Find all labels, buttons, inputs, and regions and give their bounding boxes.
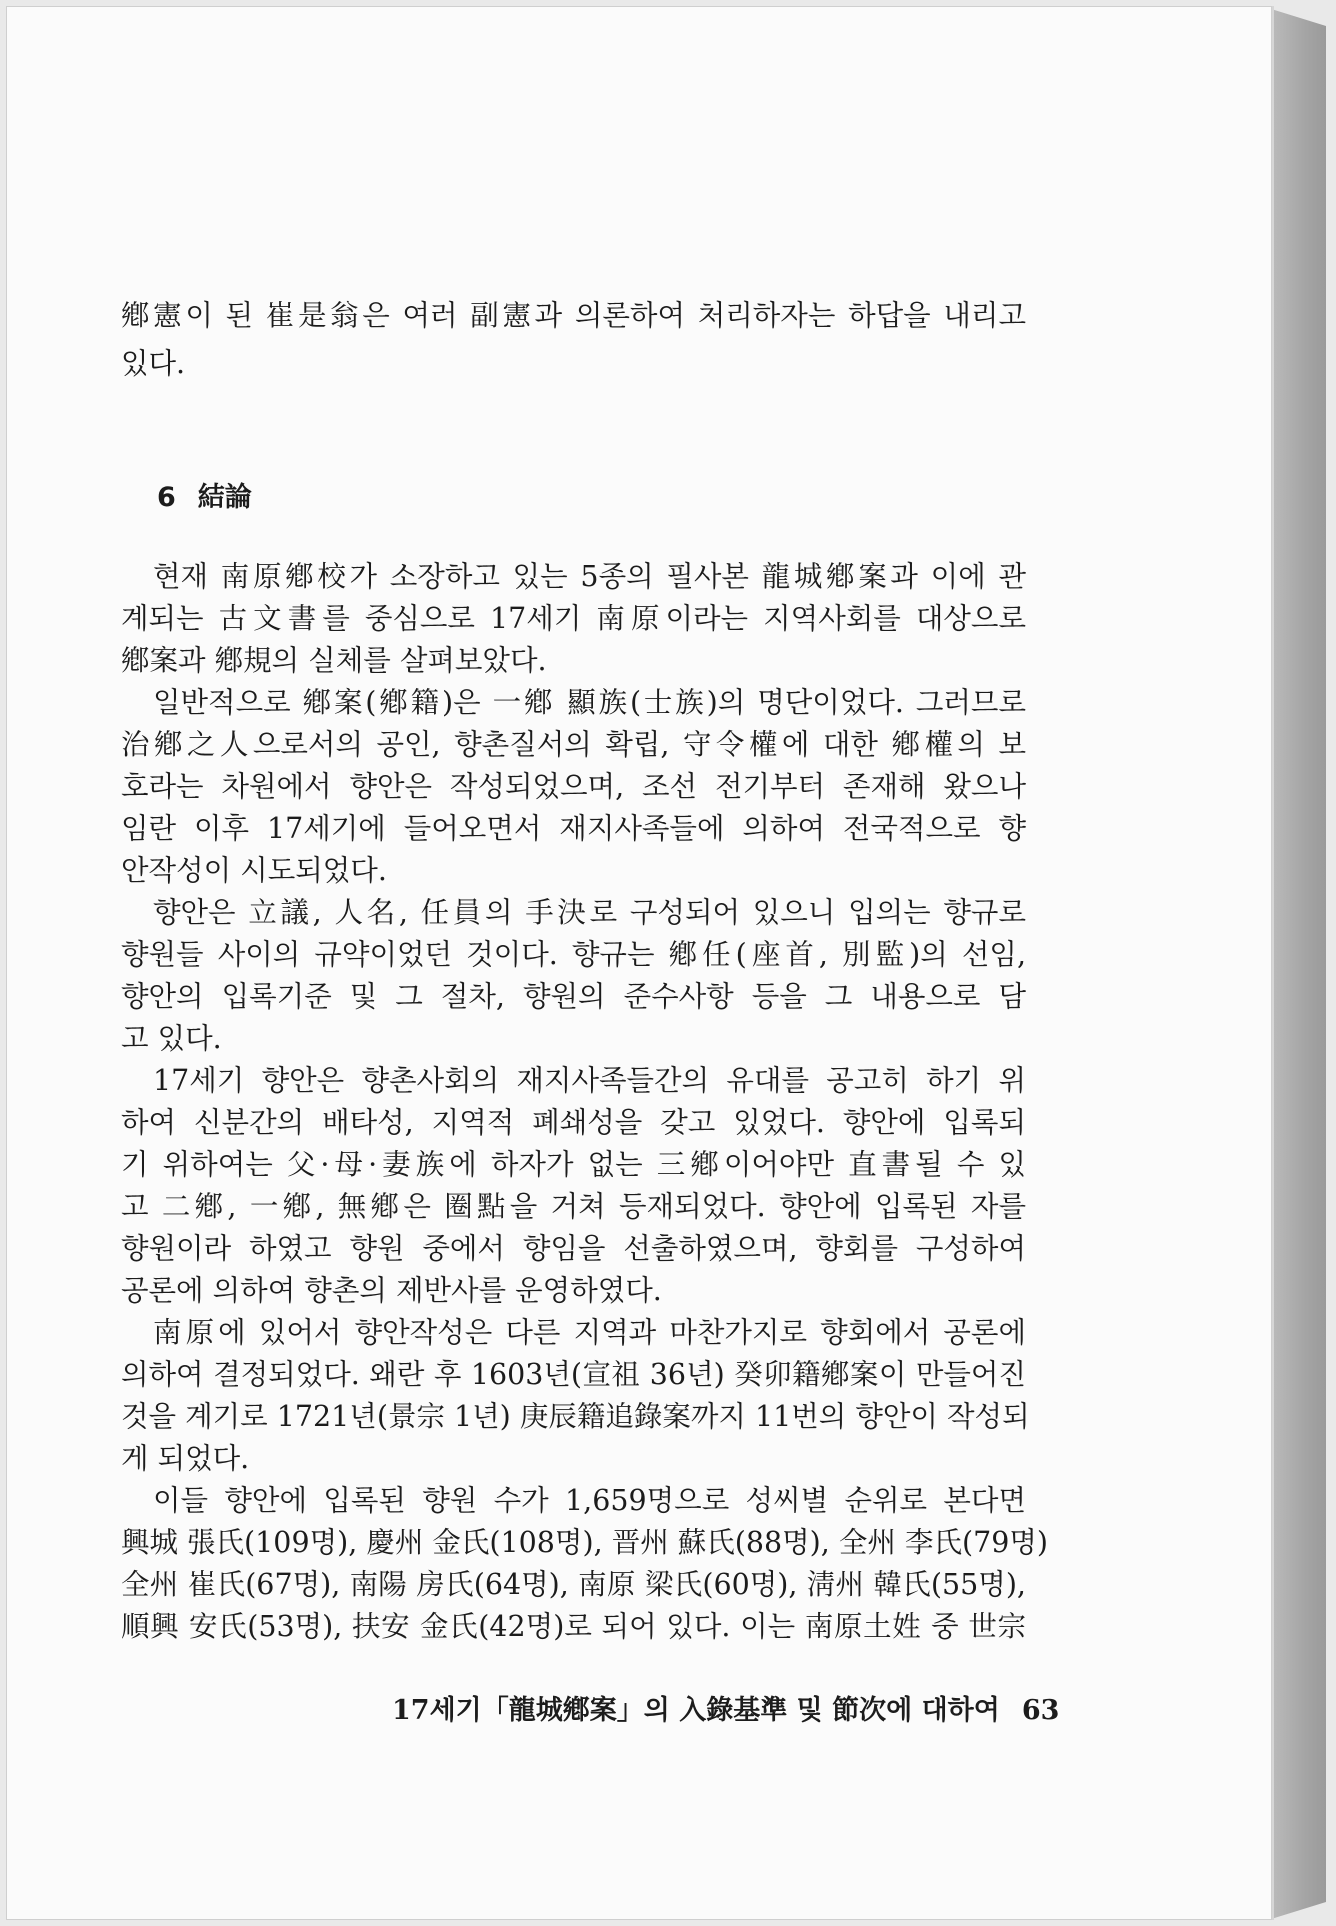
text-line: 順興 安氏(53명), 扶安 金氏(42명)로 되어 있다. 이는 南原土姓 중 世宗 <box>121 1610 1026 1643</box>
page-sheet <box>6 6 1272 1920</box>
page-stack-edge <box>1268 8 1326 1920</box>
text-line: 향안의 입록기준 및 그 절차, 향원의 준수사항 등을 그 내용으로 담 <box>121 980 1026 1013</box>
text-line: 안작성이 시도되었다. <box>121 854 387 887</box>
page-footer <box>392 1688 1059 1727</box>
text-line: 治鄕之人으로서의 공인, 향촌질서의 확립, 守令權에 대한 鄕權의 보 <box>121 728 1026 761</box>
text-line: 향안은 立議, 人名, 任員의 手決로 구성되어 있으니 입의는 향규로 <box>153 896 1026 929</box>
text-line: 鄕憲이 된 崔是翁은 여러 副憲과 의론하여 처리하자는 하답을 내리고 <box>121 299 1026 332</box>
text-line: 鄕案과 鄕規의 실체를 살펴보았다. <box>121 644 547 677</box>
section-number: 6 <box>157 482 176 513</box>
text-line: 호라는 차원에서 향안은 작성되었으며, 조선 전기부터 존재해 왔으나 <box>121 770 1026 803</box>
text-line: 고 있다. <box>121 1022 222 1055</box>
running-title: 17세기「龍城鄕案」의 入錄基準 및 節次에 대하여 <box>392 1695 1000 1726</box>
text-line: 이들 향안에 입록된 향원 수가 1,659명으로 성씨별 순위로 본다면 <box>153 1484 1026 1517</box>
text-line: 공론에 의하여 향촌의 제반사를 운영하였다. <box>121 1274 662 1307</box>
text-line: 17세기 향안은 향촌사회의 재지사족들간의 유대를 공고히 하기 위 <box>153 1064 1026 1097</box>
text-line: 계되는 古文書를 중심으로 17세기 南原이라는 지역사회를 대상으로 <box>121 602 1026 635</box>
text-line: 있다. <box>121 347 186 380</box>
section-title: 結論 <box>197 482 252 513</box>
text-line: 게 되었다. <box>121 1442 250 1475</box>
text-line: 하여 신분간의 배타성, 지역적 폐쇄성을 갖고 있었다. 향안에 입록되 <box>121 1106 1026 1139</box>
text-line: 고 二鄕, 一鄕, 無鄕은 圈點을 거쳐 등재되었다. 향안에 입록된 자를 <box>121 1190 1026 1223</box>
page-number: 63 <box>1021 1695 1060 1726</box>
text-line: 향원들 사이의 규약이었던 것이다. 향규는 鄕任(座首, 別監)의 선임, <box>121 938 1026 971</box>
text-line: 興城 張氏(109명), 慶州 金氏(108명), 晋州 蘇氏(88명), 全州 李氏(79명) <box>121 1526 1048 1559</box>
text-line: 全州 崔氏(67명), 南陽 房氏(64명), 南原 梁氏(60명), 淸州 韓氏(55명), <box>121 1568 1026 1601</box>
text-line: 南原에 있어서 향안작성은 다른 지역과 마찬가지로 향회에서 공론에 <box>153 1316 1026 1349</box>
text-line: 일반적으로 鄕案(鄕籍)은 一鄕 顯族(士族)의 명단이었다. 그러므로 <box>153 686 1026 719</box>
text-line: 임란 이후 17세기에 들어오면서 재지사족들에 의하여 전국적으로 향 <box>121 812 1026 845</box>
text-line: 의하여 결정되었다. 왜란 후 1603년(宣祖 36년) 癸卯籍鄕案이 만들어진 <box>121 1358 1026 1391</box>
text-line: 것을 계기로 1721년(景宗 1년) 庚辰籍追錄案까지 11번의 향안이 작성되 <box>121 1400 1030 1433</box>
text-line: 기 위하여는 父·母·妻族에 하자가 없는 三鄕이어야만 直書될 수 있 <box>121 1148 1026 1181</box>
section-heading <box>157 475 252 514</box>
text-line: 향원이라 하였고 향원 중에서 향임을 선출하였으며, 향회를 구성하여 <box>121 1232 1026 1265</box>
text-line: 현재 南原鄕校가 소장하고 있는 5종의 필사본 龍城鄕案과 이에 관 <box>153 560 1026 593</box>
